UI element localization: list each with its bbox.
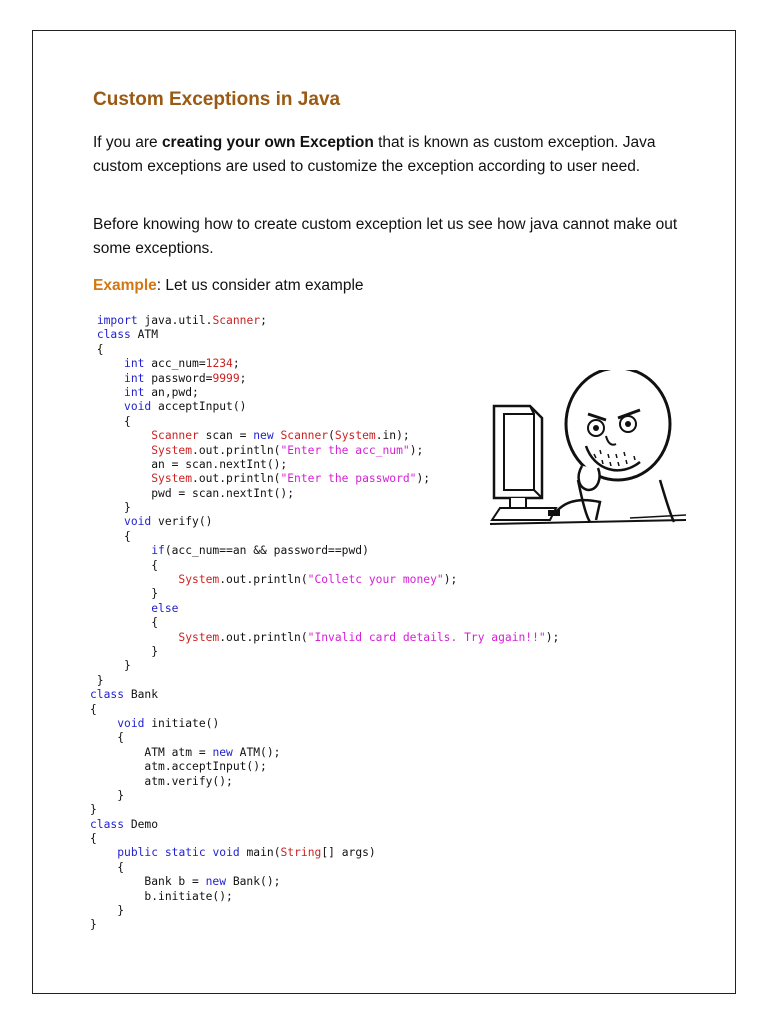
code-line	[90, 746, 580, 760]
code-token: ;	[232, 357, 240, 371]
code-token	[90, 357, 124, 370]
code-token	[90, 602, 151, 615]
code-token	[90, 328, 97, 341]
code-token: Bank();	[226, 875, 281, 889]
code-line	[90, 904, 580, 918]
example-line	[93, 274, 693, 298]
code-token: .out.println(	[192, 472, 281, 486]
code-token	[90, 444, 151, 457]
thinking-man-at-computer-icon	[490, 370, 686, 528]
code-token: {	[90, 731, 125, 745]
code-line	[90, 875, 580, 889]
code-token	[90, 573, 178, 586]
code-token: }	[90, 904, 125, 918]
code-token: System	[334, 429, 376, 443]
code-token: import	[96, 314, 138, 327]
code-token: class	[90, 817, 125, 831]
code-line	[90, 731, 580, 745]
code-token: ATM atm =	[90, 745, 213, 759]
code-token: Scanner	[212, 314, 261, 327]
code-token: ;	[260, 314, 267, 327]
code-token: (	[328, 429, 335, 443]
code-token: );	[443, 573, 458, 587]
code-token: Scanner	[280, 429, 329, 443]
intro-text-bold: creating your own Exception	[161, 134, 374, 151]
code-line	[90, 803, 580, 817]
code-token	[90, 400, 124, 413]
code-token: {	[90, 414, 131, 428]
code-token	[90, 846, 117, 859]
code-token: initiate()	[144, 716, 220, 730]
code-line	[90, 789, 580, 803]
code-token: System	[151, 443, 193, 457]
page-title: Custom Exceptions in Java	[93, 89, 341, 110]
code-token: void	[124, 400, 152, 414]
code-line	[90, 688, 580, 702]
code-line	[90, 544, 580, 558]
code-token: }	[90, 803, 97, 817]
code-line	[90, 343, 580, 357]
code-line	[90, 832, 580, 846]
code-token: (acc_num==an && password==pwd)	[164, 544, 369, 558]
code-token: "Enter the acc_num"	[280, 443, 410, 457]
code-token	[90, 544, 151, 557]
code-token: an,pwd;	[144, 385, 199, 399]
intro-text-post: that is known as custom exception. Java custom exceptions are used to customize the exception according to user need.	[93, 134, 656, 175]
code-token: System	[178, 630, 220, 644]
code-token: }	[90, 501, 131, 515]
code-token: ;	[239, 371, 247, 385]
code-line	[90, 717, 580, 731]
code-line	[90, 587, 580, 601]
code-line	[90, 760, 580, 774]
code-token: "Colletc your money"	[307, 573, 444, 587]
code-token: new	[253, 429, 274, 443]
code-token: .out.println(	[192, 443, 281, 457]
code-token: .out.println(	[219, 573, 308, 587]
code-token: int	[124, 357, 145, 371]
code-line	[90, 616, 580, 630]
code-token: .in);	[375, 429, 410, 443]
code-token	[90, 472, 151, 485]
code-token: an = scan.nextInt();	[90, 457, 288, 471]
code-token: class	[90, 688, 125, 702]
code-token: Bank	[124, 688, 159, 702]
code-token	[158, 846, 165, 859]
code-line	[90, 703, 580, 717]
code-token	[90, 372, 124, 385]
code-token: [] args)	[321, 846, 376, 860]
code-token	[90, 717, 117, 730]
code-token: void	[212, 846, 240, 860]
code-token: b.initiate();	[90, 889, 233, 903]
code-token: atm.acceptInput();	[90, 760, 267, 774]
code-token: int	[124, 371, 145, 385]
code-token: );	[409, 443, 424, 457]
code-token: 9999	[212, 371, 240, 385]
code-token	[90, 429, 151, 442]
code-token: "Invalid card details. Try again!!"	[307, 630, 546, 644]
code-token: {	[90, 529, 131, 543]
code-token: "Enter the password"	[280, 472, 417, 486]
code-line	[90, 559, 580, 573]
code-line	[90, 631, 580, 645]
code-token: new	[212, 745, 233, 759]
code-line	[90, 573, 580, 587]
code-token: }	[90, 644, 159, 658]
code-token: );	[545, 630, 560, 644]
code-token	[90, 386, 124, 399]
code-line	[90, 846, 580, 860]
code-token: class	[96, 328, 131, 342]
code-token: 1234	[205, 357, 233, 371]
code-line	[90, 775, 580, 789]
code-line	[90, 861, 580, 875]
code-token: static	[164, 846, 206, 860]
code-token: acceptInput()	[151, 400, 247, 414]
code-token: else	[151, 601, 179, 615]
code-token	[90, 314, 97, 327]
code-token: Scanner	[151, 429, 199, 443]
code-token: atm.verify();	[90, 774, 233, 788]
code-token: void	[117, 716, 145, 730]
code-line	[90, 918, 580, 932]
code-token: {	[90, 616, 159, 630]
code-line	[90, 890, 580, 904]
code-token: ATM();	[232, 745, 281, 759]
code-line	[90, 645, 580, 659]
code-token: String	[280, 846, 322, 860]
example-label: Example	[93, 277, 157, 294]
code-token: }	[90, 587, 159, 601]
code-token: acc_num=	[144, 357, 206, 371]
code-token: if	[151, 544, 165, 558]
example-text: : Let us consider atm example	[156, 277, 364, 294]
intro-text-pre: If you are	[93, 134, 162, 151]
code-token: System	[178, 573, 220, 587]
code-token: System	[151, 472, 193, 486]
code-token: {	[90, 342, 104, 356]
code-token: {	[90, 860, 125, 874]
code-token: Demo	[124, 817, 159, 831]
code-token: java.util.	[137, 314, 213, 327]
code-line	[90, 328, 580, 342]
second-paragraph: Before knowing how to create custom exception let us see how java cannot make out some exceptions.	[93, 216, 678, 257]
code-token: verify()	[151, 515, 213, 529]
code-token: {	[90, 702, 97, 716]
code-line	[90, 659, 580, 673]
code-token: .out.println(	[219, 630, 308, 644]
code-line	[90, 602, 580, 616]
code-token: public	[117, 846, 159, 860]
code-token: new	[205, 875, 227, 889]
code-token: {	[90, 558, 159, 572]
code-token: Bank b =	[90, 875, 206, 889]
code-line	[90, 314, 580, 328]
code-token: {	[90, 832, 97, 846]
code-line	[90, 530, 580, 544]
code-token: int	[124, 385, 145, 399]
code-token	[90, 515, 124, 528]
code-line	[90, 674, 580, 688]
code-token: }	[90, 918, 97, 932]
code-token: );	[416, 472, 431, 486]
intro-paragraph	[93, 131, 693, 179]
code-token: pwd = scan.nextInt();	[90, 486, 295, 500]
code-token: main(	[239, 846, 281, 860]
code-token	[90, 631, 178, 644]
code-line	[90, 818, 580, 832]
code-token: }	[90, 673, 104, 687]
code-token: }	[90, 788, 125, 802]
code-token: ATM	[130, 328, 159, 342]
code-token: scan =	[198, 429, 254, 443]
code-token: }	[90, 659, 131, 673]
code-token: void	[124, 515, 152, 529]
code-token: password=	[144, 371, 213, 385]
